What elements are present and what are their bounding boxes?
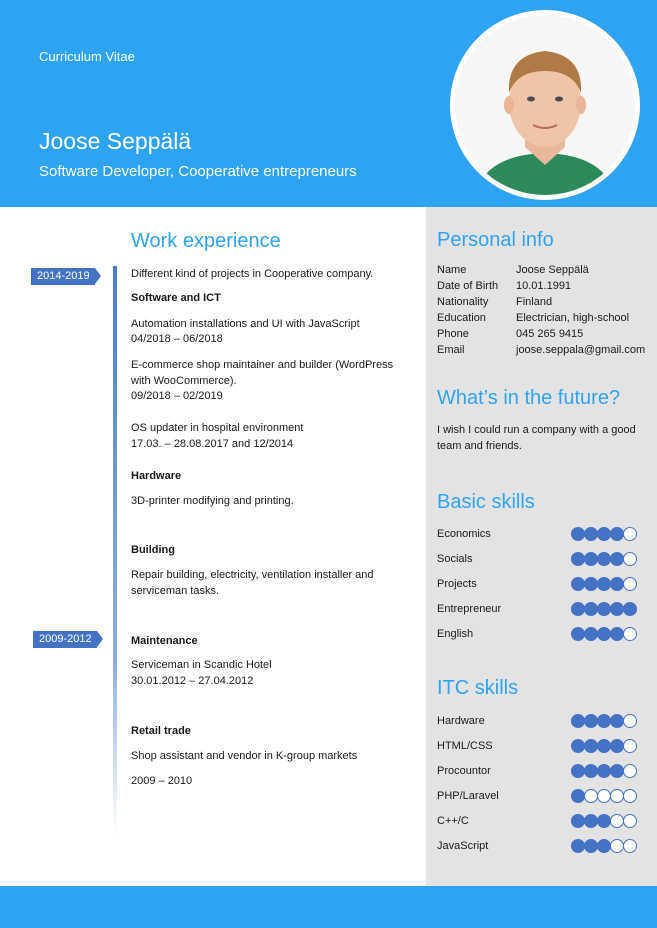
skill-row [437,763,642,779]
rating-dot-filled [571,739,585,753]
rating-dot-empty [623,764,637,778]
skill-row [437,526,642,542]
skill-name: Projects [437,578,477,590]
skill-row [437,601,642,617]
rating-dot-filled [597,552,611,566]
info-value-phone: 045 265 9415 [516,328,584,340]
work-line: with WooCommerce). [131,375,237,387]
skill-rating [571,577,636,591]
rating-dot-empty [623,552,637,566]
work-line: OS updater in hospital environment [131,422,304,434]
info-label-phone: Phone [437,328,469,340]
rating-dot-filled [571,627,585,641]
rating-dot-empty [623,789,637,803]
skill-name: Economics [437,528,491,540]
skill-rating [571,789,636,803]
info-value-dob: 10.01.1991 [516,280,572,292]
maintenance-heading: Maintenance [131,635,198,647]
rating-dot-filled [571,714,585,728]
skill-row [437,788,642,804]
itc-skills-title: ITC skills [437,677,519,699]
rating-dot-filled [610,602,624,616]
skill-name: Entrepreneur [437,603,502,615]
info-label-email: Email [437,344,465,356]
info-value-education: Electrician, high-school [516,312,630,324]
rating-dot-filled [610,627,624,641]
skill-name: Hardware [437,715,485,727]
sidebar-panel [426,207,657,886]
skill-rating [571,552,636,566]
rating-dot-filled [584,552,598,566]
rating-dot-filled [597,527,611,541]
rating-dot-empty [610,789,624,803]
person-name: Joose Seppälä [39,128,192,154]
rating-dot-filled [571,814,585,828]
rating-dot-filled [584,577,598,591]
profile-photo [450,10,640,200]
info-label-nationality: Nationality [437,296,489,308]
rating-dot-empty [623,577,637,591]
software-heading: Software and ICT [131,292,221,304]
rating-dot-filled [597,814,611,828]
skill-rating [571,814,636,828]
rating-dot-filled [584,739,598,753]
cv-label: Curriculum Vitae [39,49,135,64]
rating-dot-empty [584,789,598,803]
rating-dot-filled [597,714,611,728]
skill-row [437,626,642,642]
rating-dot-filled [571,839,585,853]
building-heading: Building [131,544,175,556]
hardware-heading: Hardware [131,470,182,482]
rating-dot-filled [610,739,624,753]
work-line: Serviceman in Scandic Hotel [131,659,272,671]
rating-dot-filled [597,602,611,616]
rating-dot-filled [584,527,598,541]
work-line: Automation installations and UI with JavaScript [131,318,360,330]
personal-info-title: Personal info [437,229,554,251]
skill-name: English [437,628,474,640]
year-tag-2009-2012: 2009-2012 [33,631,97,648]
rating-dot-filled [571,764,585,778]
rating-dot-empty [623,627,637,641]
work-date: 17.03. – 28.08.2017 and 12/2014 [131,438,294,450]
rating-dot-filled [584,602,598,616]
info-value-email: joose.seppala@gmail.com [516,344,646,356]
rating-dot-filled [610,552,624,566]
rating-dot-empty [623,814,637,828]
info-label-dob: Date of Birth [437,280,499,292]
rating-dot-filled [610,577,624,591]
skill-rating [571,839,636,853]
rating-dot-filled [597,739,611,753]
work-experience-title: Work experience [131,230,281,252]
rating-dot-empty [610,814,624,828]
work-line: Repair building, electricity, ventilation installer and [131,569,374,581]
info-label-name: Name [437,264,467,276]
rating-dot-filled [597,764,611,778]
future-title: What’s in the future? [437,387,621,409]
skill-row [437,813,642,829]
rating-dot-empty [610,839,624,853]
timeline-bar [113,266,117,834]
skill-rating [571,739,636,753]
retail-heading: Retail trade [131,725,191,737]
skill-name: Socials [437,553,473,565]
skill-rating [571,627,636,641]
year-tag-2014-2019: 2014-2019 [31,268,95,285]
rating-dot-empty [623,714,637,728]
rating-dot-empty [623,739,637,753]
footer-band [0,886,657,928]
skill-rating [571,714,636,728]
skill-row [437,713,642,729]
rating-dot-filled [571,552,585,566]
rating-dot-empty [623,839,637,853]
rating-dot-filled [571,789,585,803]
rating-dot-filled [584,839,598,853]
future-text-line: team and friends. [437,440,522,452]
rating-dot-filled [610,714,624,728]
work-line: 3D-printer modifying and printing. [131,495,294,507]
info-value-nationality: Finland [516,296,553,308]
basic-skills-title: Basic skills [437,491,535,513]
future-text-line: I wish I could run a company with a good [437,424,636,436]
work-line: Shop assistant and vendor in K-group markets [131,750,358,762]
rating-dot-filled [584,814,598,828]
person-role: Software Developer, Cooperative entrepreneurs [39,163,357,180]
rating-dot-filled [623,602,637,616]
skill-name: PHP/Laravel [437,790,499,802]
skill-name: C++/C [437,815,469,827]
rating-dot-filled [584,627,598,641]
skill-row [437,551,642,567]
rating-dot-filled [597,577,611,591]
rating-dot-filled [610,764,624,778]
work-date: 09/2018 – 02/2019 [131,390,223,402]
rating-dot-filled [571,577,585,591]
skill-row [437,576,642,592]
rating-dot-filled [597,839,611,853]
rating-dot-filled [584,764,598,778]
skill-name: JavaScript [437,840,489,852]
skill-rating [571,764,636,778]
skill-row [437,738,642,754]
skill-name: Procountor [437,765,491,777]
work-date: 2009 – 2010 [131,775,193,787]
info-value-name: Joose Seppälä [516,264,589,276]
work-line: E-commerce shop maintainer and builder (WordPress [131,359,394,371]
rating-dot-filled [597,627,611,641]
info-label-education: Education [437,312,486,324]
rating-dot-filled [571,527,585,541]
skill-rating [571,602,636,616]
skill-rating [571,527,636,541]
work-date: 30.01.2012 – 27.04.2012 [131,675,254,687]
work-intro: Different kind of projects in Cooperative company. [131,268,374,280]
rating-dot-filled [610,527,624,541]
rating-dot-filled [584,714,598,728]
skill-row [437,838,642,854]
work-line: serviceman tasks. [131,585,220,597]
rating-dot-empty [623,527,637,541]
work-date: 04/2018 – 06/2018 [131,333,223,345]
rating-dot-filled [571,602,585,616]
rating-dot-empty [597,789,611,803]
skill-name: HTML/CSS [437,740,493,752]
